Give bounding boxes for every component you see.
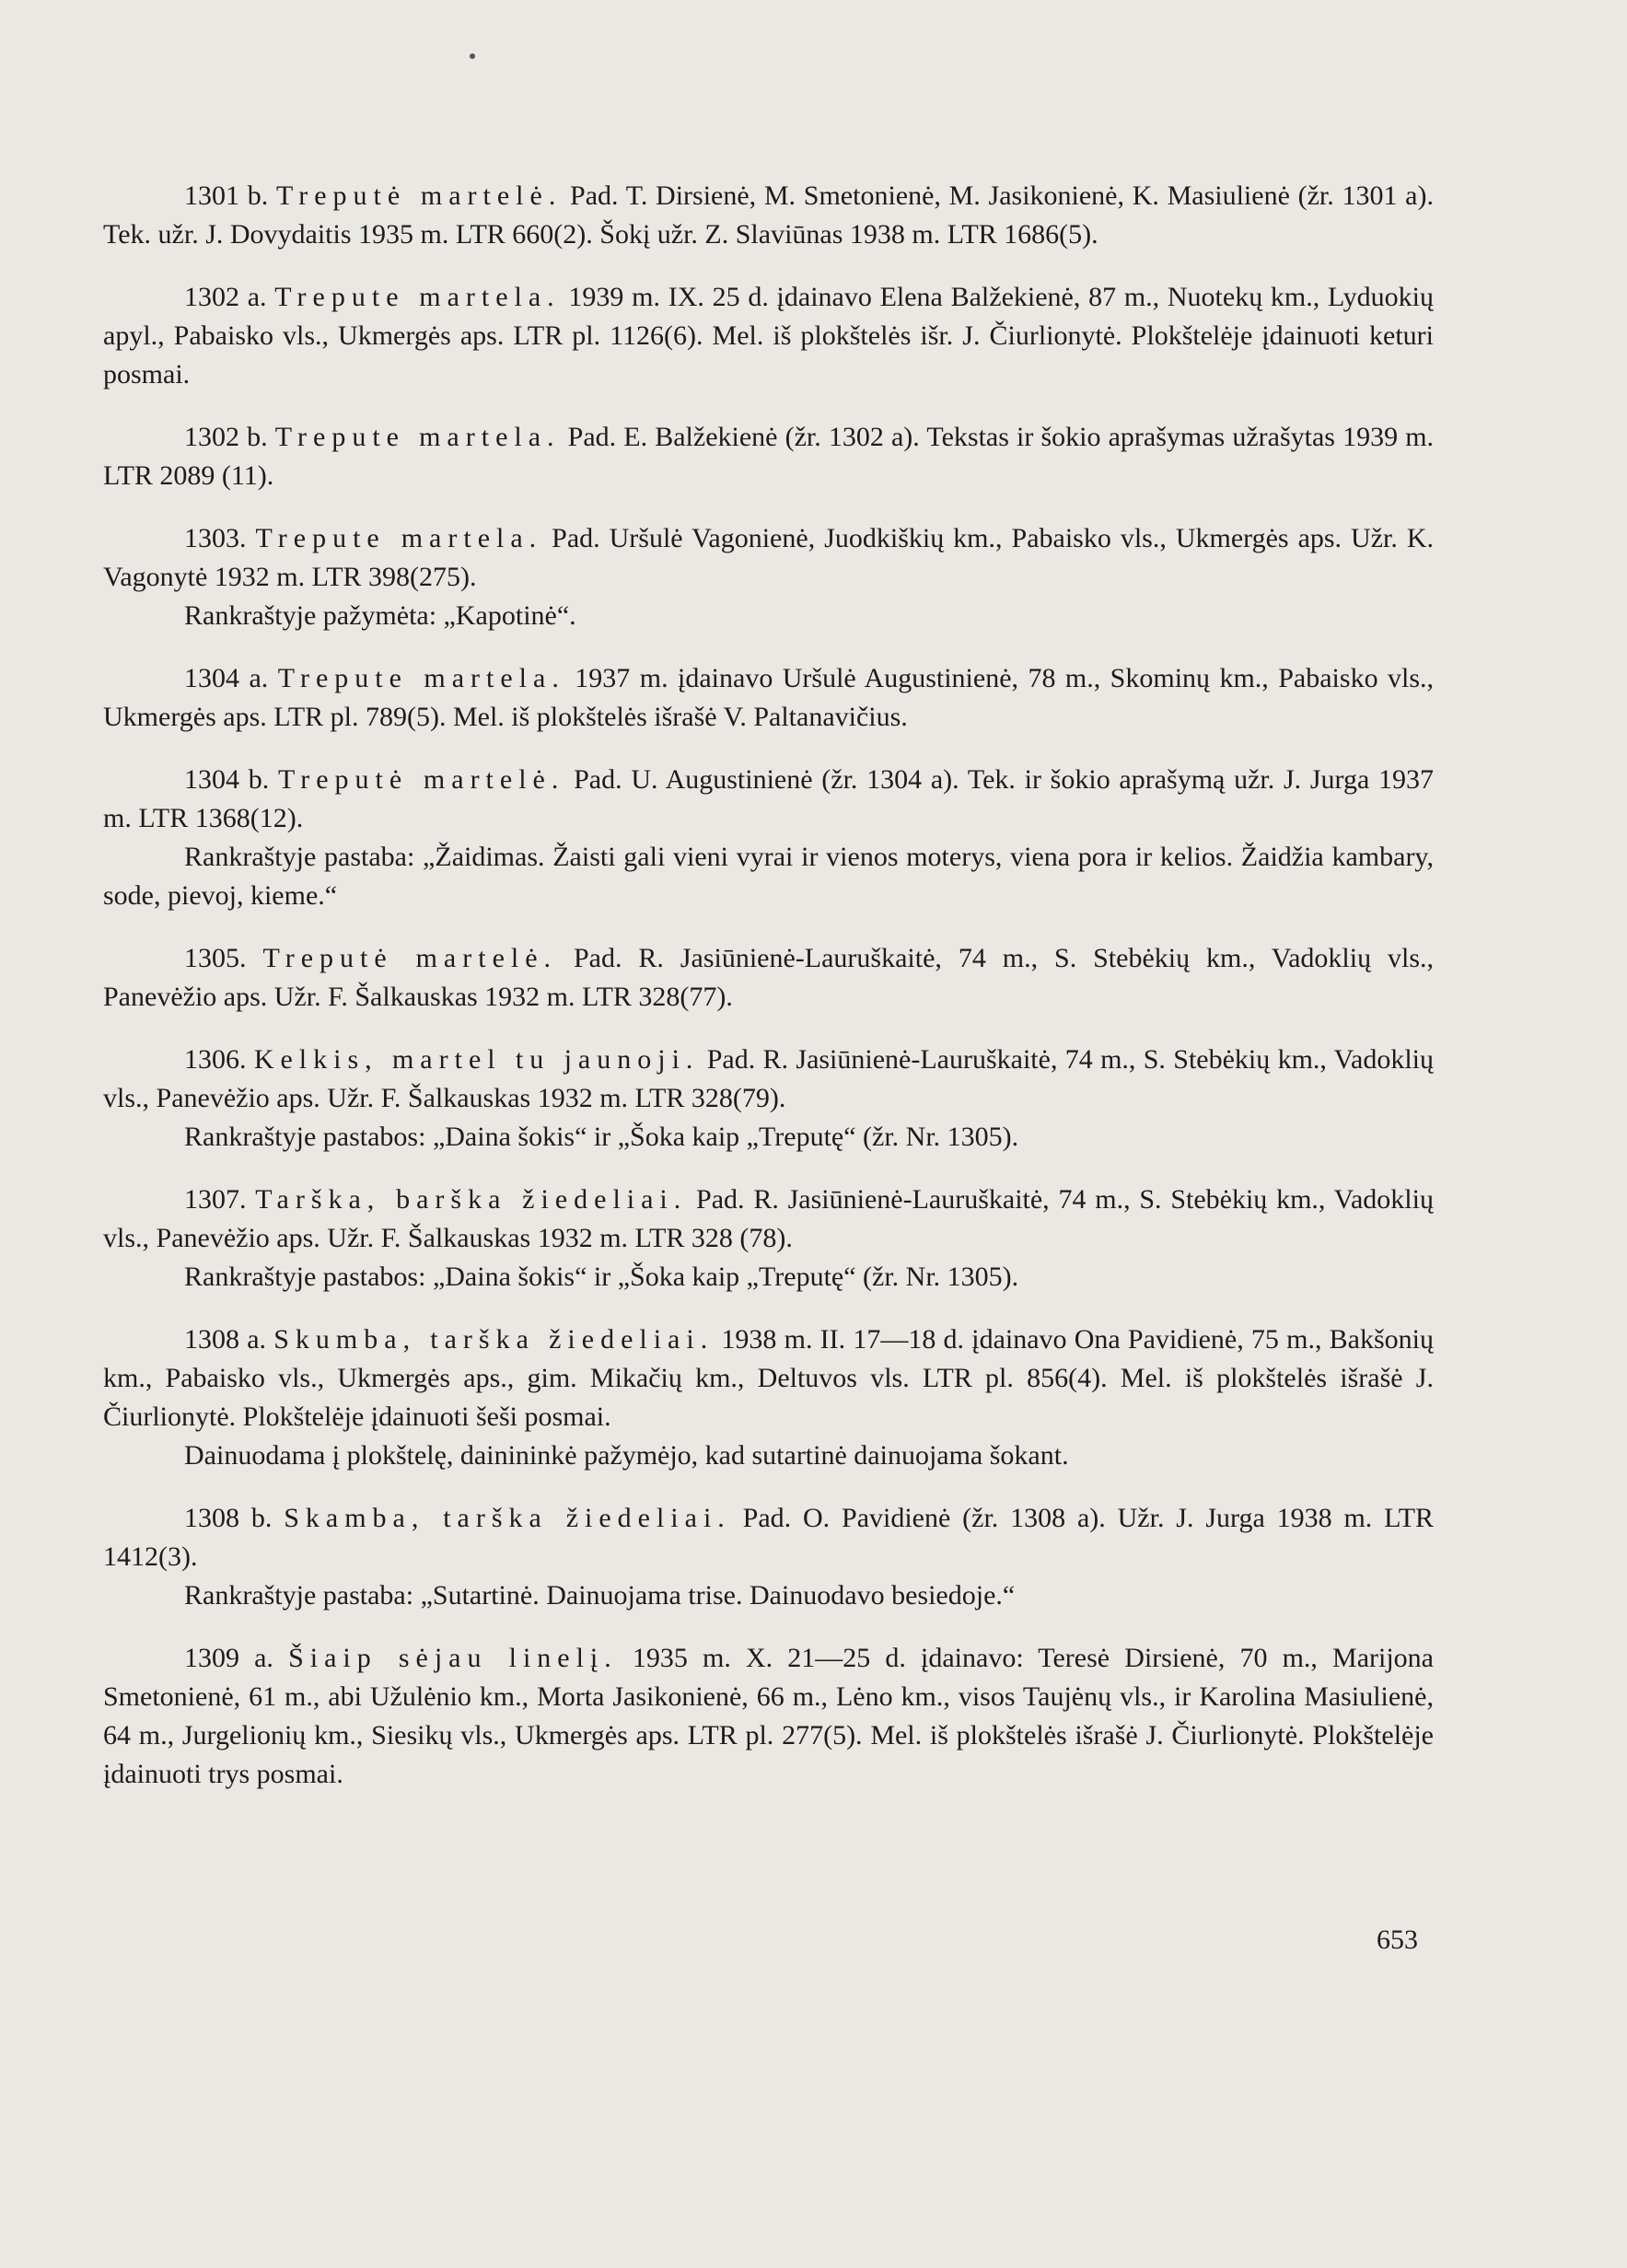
manuscript-note: Rankraštyje pastaba: „Žaidimas. Žaisti gali vieni vyrai ir vienos moterys, viena pora ir kelios. Žaidžia kambary, sode, pievoj, kieme.“ bbox=[103, 842, 1434, 911]
entry-number: 1309 a. bbox=[184, 1643, 273, 1673]
entry-paragraph bbox=[103, 519, 1434, 597]
speck-mark bbox=[470, 53, 475, 59]
entry-text: Pad. R. Jasiūnienė-Lauruškaitė, 74 m., S. Stebėkių km., Vadoklių vls., Panevėžio aps. Užr. F. Šalkauskas 1932 m. LTR 328 (78). bbox=[103, 1184, 1434, 1253]
song-title: Šiaip sėjau linelį. bbox=[288, 1643, 618, 1673]
entry-paragraph bbox=[103, 1320, 1434, 1436]
entry-text: Pad. U. Augustinienė (žr. 1304 a). Tek. ir šokio aprašymą užr. J. Jurga 1937 m. LTR 1368(12). bbox=[103, 764, 1435, 833]
entry-text: Pad. O. Pavidienė (žr. 1308 a). Užr. J. Jurga 1938 m. LTR 1412(3). bbox=[103, 1503, 1435, 1572]
entry-paragraph bbox=[103, 939, 1434, 1017]
manuscript-note: Dainuodama į plokštelę, dainininkė pažymėjo, kad sutartinė dainuojama šokant. bbox=[184, 1440, 1069, 1471]
entry-number: 1304 a. bbox=[184, 663, 269, 693]
entry-1304a bbox=[103, 659, 1434, 737]
entry-paragraph bbox=[103, 761, 1434, 838]
entry-paragraph bbox=[103, 278, 1434, 394]
entry-paragraph bbox=[103, 1639, 1434, 1794]
entry-number: 1308 a. bbox=[184, 1324, 267, 1355]
entry-1304b bbox=[103, 761, 1434, 915]
manuscript-note: Rankraštyje pastabos: „Daina šokis“ ir „Šoka kaip „Treputę“ (žr. Nr. 1305). bbox=[184, 1262, 1019, 1292]
entry-number: 1301 b. bbox=[184, 180, 269, 211]
entry-paragraph bbox=[103, 1499, 1434, 1576]
page-number: 653 bbox=[1377, 1925, 1418, 1955]
song-title: Trepute martela. bbox=[277, 663, 565, 693]
manuscript-note: Rankraštyje pastaba: „Sutartinė. Dainuojama trise. Dainuodavo besiedoje.“ bbox=[184, 1580, 1016, 1611]
entry-paragraph bbox=[103, 1041, 1434, 1118]
entry-paragraph bbox=[103, 1181, 1434, 1258]
entry-number: 1305. bbox=[184, 943, 247, 973]
entry-text: 1937 m. įdainavo Uršulė Augustinienė, 78 m., Skominų km., Pabaisko vls., Ukmergės aps. LTR pl. 789(5). Mel. iš plokštelės išrašė V. Paltanavičius. bbox=[103, 663, 1435, 732]
song-title: Treputė martelė. bbox=[275, 180, 563, 211]
entry-1307 bbox=[103, 1181, 1434, 1297]
song-title: Skamba, tarška žiedeliai. bbox=[284, 1503, 731, 1533]
song-title: Trepute martela. bbox=[274, 422, 561, 452]
song-title: Tarška, barška žiedeliai. bbox=[255, 1184, 688, 1215]
entry-number: 1302 b. bbox=[184, 422, 268, 452]
song-title: Skumba, tarška žiedeliai. bbox=[273, 1324, 715, 1355]
entry-number: 1304 b. bbox=[184, 764, 270, 795]
entry-text: Pad. E. Balžekienė (žr. 1302 a). Tekstas ir šokio aprašymas užrašytas 1939 m. LTR 2089 (11). bbox=[103, 422, 1435, 491]
entry-1303 bbox=[103, 519, 1434, 635]
entry-text: Pad. T. Dirsienė, M. Smetonienė, M. Jasikonienė, K. Masiulienė (žr. 1301 a). Tek. užr. J. Dovydaitis 1935 m. LTR 660(2). Šokį užr. Z. Slaviūnas 1938 m. LTR 1686(5). bbox=[103, 180, 1434, 250]
song-title: Treputė martelė. bbox=[262, 943, 558, 973]
entry-text: Pad. R. Jasiūnienė-Lauruškaitė, 74 m., S. Stebėkių km., Vadoklių vls., Panevėžio aps. Užr. F. Šalkauskas 1932 m. LTR 328(77). bbox=[103, 943, 1435, 1012]
entry-paragraph bbox=[103, 659, 1434, 737]
entry-number: 1302 a. bbox=[184, 282, 267, 312]
song-title: Trepute martela. bbox=[274, 282, 561, 312]
entry-text: Pad. Uršulė Vagonienė, Juodkiškių km., Pabaisko vls., Ukmergės aps. Užr. K. Vagonytė 1932 m. LTR 398(275). bbox=[103, 523, 1435, 592]
entry-1302b bbox=[103, 418, 1434, 495]
entry-number: 1303. bbox=[184, 523, 247, 553]
entry-1309a bbox=[103, 1639, 1434, 1794]
entry-1308b bbox=[103, 1499, 1434, 1615]
entry-paragraph bbox=[103, 418, 1434, 495]
entry-1308a bbox=[103, 1320, 1434, 1475]
entry-1305 bbox=[103, 939, 1434, 1017]
entries bbox=[103, 177, 1434, 1818]
entry-paragraph bbox=[103, 177, 1434, 254]
song-title: Treputė martelė. bbox=[277, 764, 565, 795]
entry-text: 1935 m. X. 21—25 d. įdainavo: Teresė Dirsienė, 70 m., Marijona Smetonienė, 61 m., abi Užulėnio km., Morta Jasikonienė, 66 m., Lėno km., visos Taujėnų vls., ir Karolina Masiulienė, 64 m., Jurgelionių km., Siesikų vls., Ukmergės aps. LTR pl. 277(5). Mel. iš plokštelės išrašė J. Čiurlionytė. Plokštelėje įdainuoti trys posmai. bbox=[103, 1643, 1434, 1789]
entry-text: 1938 m. II. 17—18 d. įdainavo Ona Pavidienė, 75 m., Bakšonių km., Pabaisko vls., Ukmergės aps., gim. Mikačių km., Deltuvos vls. LTR pl. 856(4). Mel. iš plokštelės išrašė J. Čiurlionytė. Plokštelėje įdainuoti šeši posmai. bbox=[103, 1324, 1434, 1432]
entry-number: 1307. bbox=[184, 1184, 247, 1215]
entry-text: Pad. R. Jasiūnienė-Lauruškaitė, 74 m., S. Stebėkių km., Vadoklių vls., Panevėžio aps. Užr. F. Šalkauskas 1932 m. LTR 328(79). bbox=[103, 1044, 1435, 1113]
entry-number: 1306. bbox=[184, 1044, 247, 1075]
manuscript-note: Rankraštyje pastabos: „Daina šokis“ ir „Šoka kaip „Treputę“ (žr. Nr. 1305). bbox=[184, 1122, 1019, 1152]
entry-number: 1308 b. bbox=[184, 1503, 273, 1533]
entry-1301b bbox=[103, 177, 1434, 254]
entry-text: 1939 m. IX. 25 d. įdainavo Elena Balžekienė, 87 m., Nuotekų km., Lyduokių apyl., Pabaisko vls., Ukmergės aps. LTR pl. 1126(6). Mel. iš plokštelės išr. J. Čiurlionytė. Plokštelėje įdainuoti keturi posmai. bbox=[103, 282, 1434, 390]
song-title: Trepute martela. bbox=[255, 523, 543, 553]
entry-1302a bbox=[103, 278, 1434, 394]
entry-1306 bbox=[103, 1041, 1434, 1157]
manuscript-note: Rankraštyje pažymėta: „Kapotinė“. bbox=[184, 600, 576, 631]
song-title: Kelkis, martel tu jaunoji. bbox=[253, 1044, 700, 1075]
